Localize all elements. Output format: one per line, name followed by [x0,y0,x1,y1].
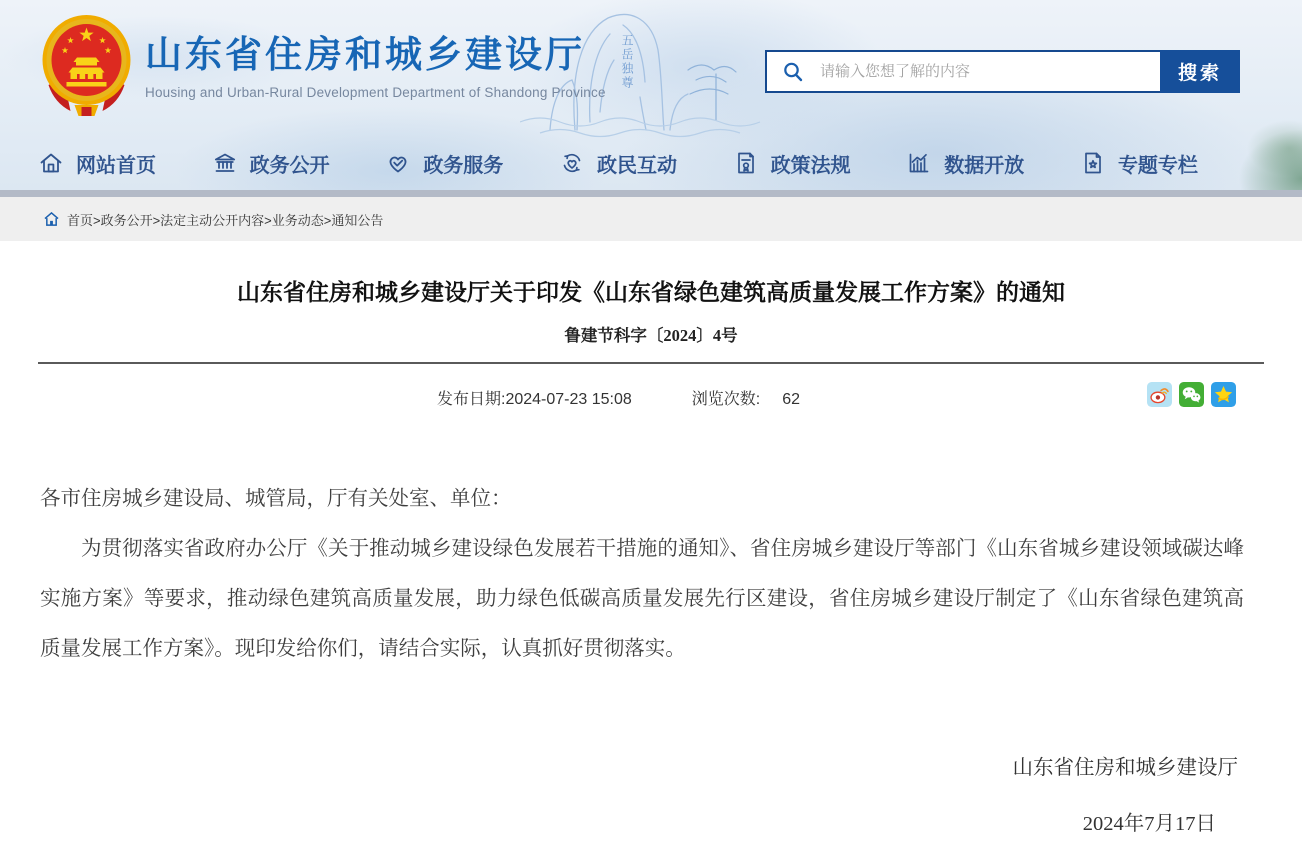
article-title: 山东省住房和城乡建设厅关于印发《山东省绿色建筑高质量发展工作方案》的通知 [237,280,1065,305]
home-icon [44,212,59,226]
interaction-heart-icon [559,150,585,176]
doc-number: 鲁建节科字〔2024〕4号 [564,326,738,345]
nav-item-gov-service[interactable] [385,149,503,178]
site-subtitle-en: Housing and Urban-Rural Development Department of Shandong Province [145,85,606,100]
nav-label: 专题专栏 [1117,154,1198,177]
site-title: 山东省住房和城乡建设厅 [145,34,585,75]
nav-item-policy[interactable] [733,149,851,178]
views-label: 浏览次数: [691,391,761,408]
nav-item-data[interactable] [906,149,1024,178]
qzone-share-icon[interactable] [1211,382,1236,407]
special-column-icon [1080,150,1106,176]
nav-label: 政策法规 [770,154,851,177]
site-header [0,0,1302,190]
breadcrumb-path[interactable]: 首页>政务公开>法定主动公开内容>业务动态>通知公告 [67,212,384,228]
site-branding [145,33,606,100]
nav-label: 网站首页 [76,154,156,177]
nav-item-interaction[interactable] [559,149,677,178]
main-nav [0,136,1302,190]
article-meta [0,376,1302,420]
search-input[interactable] [818,62,1150,81]
data-chart-icon [906,150,932,176]
nav-item-special[interactable] [1080,149,1198,178]
nav-label: 政务服务 [423,154,504,177]
mountain-inscription: 五岳独尊 [620,34,634,90]
paragraph: 为贯彻落实省政府办公厅《关于推动城乡建设绿色发展若干措施的通知》、省住房城乡建设厅等部门《山东省城乡建设领域碳达峰实施方案》等要求，推动绿色建筑高质量发展，助力绿色低碳高质量发展先行区建设，省住房城乡建设厅制定了《山东省绿色建筑高质量发展工作方案》。现印发给你们，请结合实际，认真抓好贯彻落实。 [40,538,1244,660]
search-icon [782,61,804,83]
nav-label: 政民互动 [596,154,677,177]
home-icon [38,150,64,176]
views-count: 62 [782,391,801,408]
salutation: 各市住房城乡建设局、城管局，厅有关处室、单位： [40,488,512,510]
breadcrumb [0,197,1302,241]
article [0,241,1302,836]
publish-date: 发布日期:2024-07-23 15:08 [437,391,632,408]
national-emblem-logo[interactable] [40,13,133,117]
gov-building-icon [212,150,238,176]
site-search [765,50,1240,93]
wechat-share-icon[interactable] [1179,382,1204,407]
weibo-share-icon[interactable] [1147,382,1172,407]
nav-item-gov-open[interactable] [212,149,330,178]
policy-document-icon [733,150,759,176]
nav-label: 数据开放 [944,154,1025,177]
signature-date: 2024年7月17日 [1082,813,1216,835]
share-bar [1147,382,1236,407]
signature-block [0,750,1302,836]
header-divider [0,190,1302,197]
nav-label: 政务公开 [249,154,330,177]
signature-department: 山东省住房和城乡建设厅 [1012,757,1238,779]
nav-item-home[interactable] [38,149,156,178]
article-body [40,474,1244,674]
title-rule [38,362,1264,364]
search-button[interactable]: 搜索 [1160,50,1240,93]
handshake-heart-icon [385,150,411,176]
search-box [767,52,1160,91]
